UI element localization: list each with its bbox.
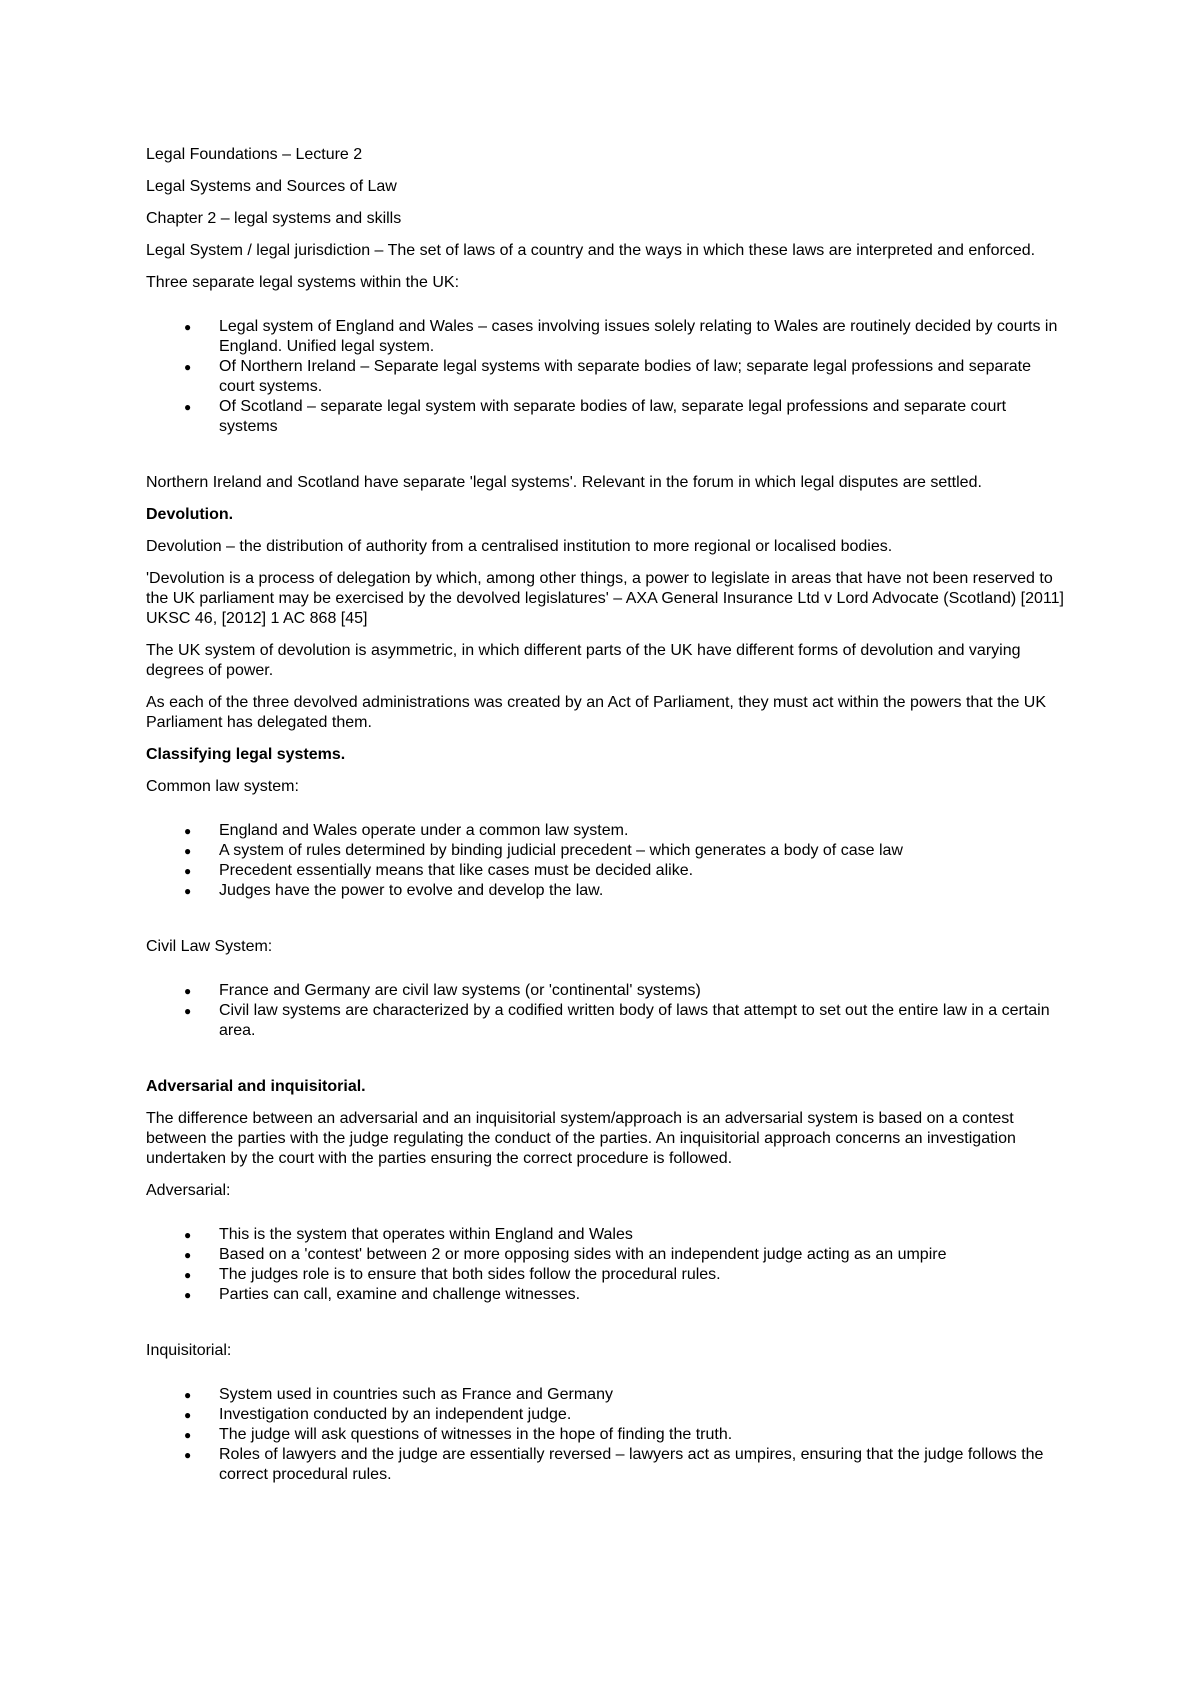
bullet: ●	[184, 320, 192, 334]
lecture-title: Legal Foundations – Lecture 2	[146, 146, 363, 163]
chapter-line: Chapter 2 – legal systems and skills	[146, 210, 402, 227]
bullet: ●	[184, 1268, 192, 1282]
adversarial-list	[146, 1225, 1066, 1305]
civil-law-list	[146, 981, 1066, 1041]
bullet: ●	[184, 1004, 192, 1018]
heading-adversarial: Adversarial and inquisitorial.	[146, 1078, 366, 1095]
bullet: ●	[184, 1408, 192, 1422]
list-item: ● France and Germany are civil law systems (or 'continental' systems)	[184, 982, 701, 999]
list-item: ● Of Northern Ireland – Separate legal systems with separate bodies of law; separate legal professions and separate court systems.	[184, 358, 1032, 395]
list-item: ● Based on a 'contest' between 2 or more opposing sides with an independent judge acting as an umpire	[184, 1246, 947, 1263]
bullet: ●	[184, 1228, 192, 1242]
document-page	[146, 145, 1066, 1485]
uk-systems-intro: Three separate legal systems within the UK:	[146, 274, 460, 291]
civil-law-label: Civil Law System:	[146, 938, 273, 955]
list-item: ● Roles of lawyers and the judge are essentially reversed – lawyers act as umpires, ensuring that the judge follows the correct procedural rules.	[184, 1446, 1044, 1483]
list-item: ● Judges have the power to evolve and develop the law.	[184, 882, 604, 899]
bullet: ●	[184, 824, 192, 838]
inquisitorial-label: Inquisitorial:	[146, 1342, 232, 1359]
common-law-list	[146, 821, 1066, 901]
forum-note: Northern Ireland and Scotland have separate 'legal systems'. Relevant in the forum in which legal disputes are settled.	[146, 474, 982, 491]
list-item: ● England and Wales operate under a common law system.	[184, 822, 629, 839]
bullet: ●	[184, 844, 192, 858]
definition-legal-system: Legal System / legal jurisdiction – The set of laws of a country and the ways in which these laws are interpreted and enforced.	[146, 242, 1036, 259]
devolution-definition: Devolution – the distribution of authority from a centralised institution to more regional or localised bodies.	[146, 538, 893, 555]
bullet: ●	[184, 1288, 192, 1302]
list-item: ● A system of rules determined by binding judicial precedent – which generates a body of case law	[184, 842, 903, 859]
inquisitorial-list	[146, 1385, 1066, 1485]
devolution-asymmetric: The UK system of devolution is asymmetric, in which different parts of the UK have different forms of devolution and varying degrees of power.	[146, 642, 1021, 679]
bullet: ●	[184, 1428, 192, 1442]
list-item: ● Legal system of England and Wales – cases involving issues solely relating to Wales are routinely decided by courts in England. Unified legal system.	[184, 318, 1058, 355]
list-item: ● Civil law systems are characterized by a codified written body of laws that attempt to set out the entire law in a certain area.	[184, 1002, 1050, 1039]
list-item: ● Of Scotland – separate legal system with separate bodies of law, separate legal professions and separate court systems	[184, 398, 1007, 435]
bullet: ●	[184, 360, 192, 374]
list-item: ● Parties can call, examine and challenge witnesses.	[184, 1286, 581, 1303]
heading-classifying: Classifying legal systems.	[146, 746, 346, 763]
uk-systems-list	[146, 317, 1066, 437]
devolution-powers: As each of the three devolved administrations was created by an Act of Parliament, they must act within the powers that the UK Parliament has delegated them.	[146, 694, 1047, 731]
list-item: ● The judges role is to ensure that both sides follow the procedural rules.	[184, 1266, 721, 1283]
adversarial-intro: The difference between an adversarial and an inquisitorial system/approach is an adversarial system is based on a contest between the parties with the judge regulating the conduct of the parties. An inquisitorial approach concerns an investigation undertaken by the court with the parties ensuring the correct procedure is followed.	[146, 1110, 1016, 1167]
bullet: ●	[184, 884, 192, 898]
adversarial-label: Adversarial:	[146, 1182, 231, 1199]
bullet: ●	[184, 400, 192, 414]
list-item: ● System used in countries such as France and Germany	[184, 1386, 613, 1403]
heading-devolution: Devolution.	[146, 506, 234, 523]
list-item: ● This is the system that operates within England and Wales	[184, 1226, 633, 1243]
lecture-subtitle: Legal Systems and Sources of Law	[146, 178, 397, 195]
bullet: ●	[184, 864, 192, 878]
bullet: ●	[184, 984, 192, 998]
list-item: ● The judge will ask questions of witnesses in the hope of finding the truth.	[184, 1426, 733, 1443]
bullet: ●	[184, 1448, 192, 1462]
common-law-label: Common law system:	[146, 778, 299, 795]
list-item: ● Precedent essentially means that like cases must be decided alike.	[184, 862, 694, 879]
list-item: ● Investigation conducted by an independent judge.	[184, 1406, 572, 1423]
bullet: ●	[184, 1248, 192, 1262]
bullet: ●	[184, 1388, 192, 1402]
devolution-quote: 'Devolution is a process of delegation by which, among other things, a power to legislate in areas that have not been reserved to the UK parliament may be exercised by the devolved legislatures' – AXA General Insurance Ltd v Lord Advocate (Scotland) [2011] UKSC 46, [2012] 1 AC 868 [45]	[146, 570, 1064, 627]
